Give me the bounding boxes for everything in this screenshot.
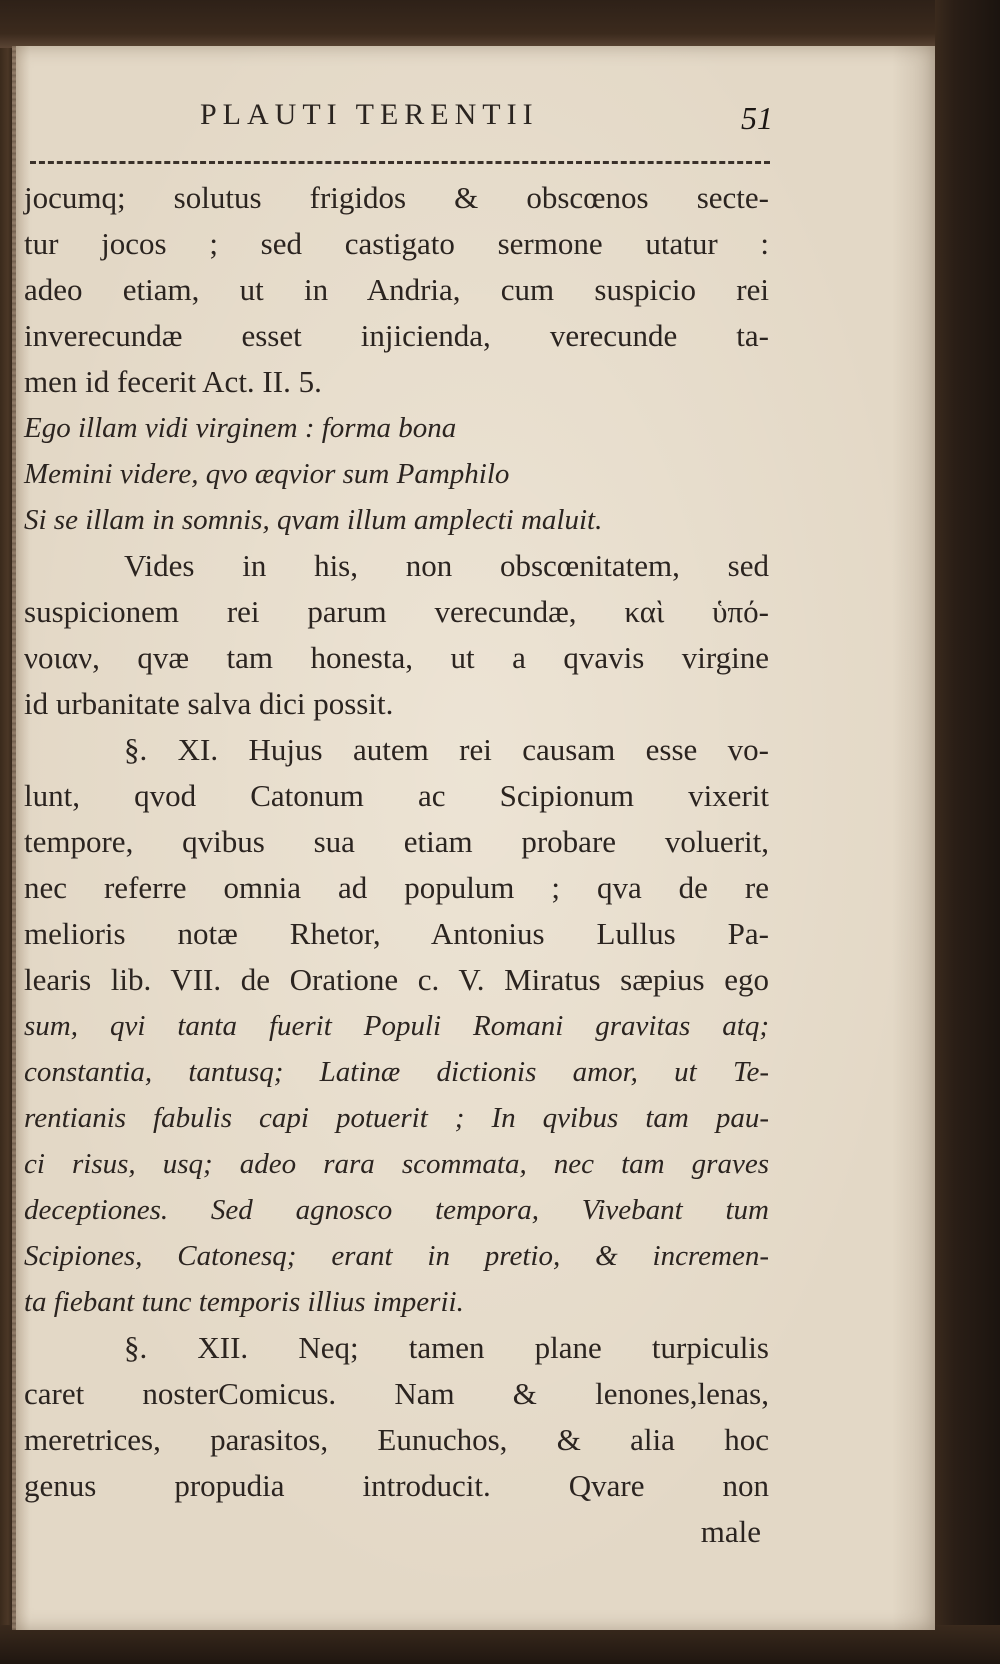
quote-line: rentianis fabulis capi potuerit ; In qvibus tam pau- bbox=[24, 1102, 769, 1134]
text-line: melioris notæ Rhetor, Antonius Lullus Pa- bbox=[24, 916, 769, 951]
header-rule bbox=[30, 161, 770, 164]
section-heading-line: §. XII. Neq; tamen plane turpiculis bbox=[124, 1330, 769, 1365]
text-line: Vides in his, non obscœnitatem, sed bbox=[124, 548, 769, 583]
quote-line: Si se illam in somnis, qvam illum amplecti maluit. bbox=[24, 504, 603, 536]
quote-line: ci risus, usq; adeo rara scommata, nec tam graves bbox=[24, 1148, 769, 1180]
text-line: suspicionem rei parum verecundæ, καὶ ὑπό- bbox=[24, 594, 769, 629]
quote-line: ta fiebant tunc temporis illius imperii. bbox=[24, 1286, 464, 1318]
text-line: genus propudia introducit. Qvare non bbox=[24, 1468, 769, 1503]
text-line: caret nosterComicus. Nam & lenones,lenas, bbox=[24, 1376, 769, 1411]
section-heading-line: §. XI. Hujus autem rei causam esse vo- bbox=[124, 732, 769, 767]
catchword: male bbox=[700, 1514, 761, 1549]
quote-line: Ego illam vidi virginem : forma bona bbox=[24, 412, 457, 444]
quote-line: Scipiones, Catonesq; erant in pretio, & incremen- bbox=[24, 1240, 769, 1272]
text-line: adeo etiam, ut in Andria, cum suspicio rei bbox=[24, 272, 769, 307]
text-line: id urbanitate salva dici possit. bbox=[24, 686, 394, 721]
page-gutter-edge bbox=[12, 46, 16, 1630]
running-head: PLAUTI TERENTII bbox=[200, 98, 539, 131]
page-body bbox=[24, 175, 769, 1555]
text-line: jocumq; solutus frigidos & obscœnos secte- bbox=[24, 180, 769, 215]
scan-background-right bbox=[935, 0, 1000, 1664]
text-line: learis lib. VII. de Oratione c. V. Miratus sæpius ego bbox=[24, 962, 769, 997]
text-line: tempore, qvibus sua etiam probare voluerit, bbox=[24, 824, 769, 859]
text-line: meretrices, parasitos, Eunuchos, & alia hoc bbox=[24, 1422, 769, 1457]
text-line: men id fecerit Act. II. 5. bbox=[24, 364, 322, 399]
scan-background-bottom bbox=[0, 1625, 1000, 1664]
scan-background-top bbox=[0, 0, 1000, 48]
text-line: νοιαν, qvæ tam honesta, ut a qvavis virgine bbox=[24, 640, 769, 675]
quote-line: constantia, tantusq; Latinæ dictionis amor, ut Te- bbox=[24, 1056, 769, 1088]
page-number: 51 bbox=[741, 100, 773, 136]
text-line: lunt, qvod Catonum ac Scipionum vixerit bbox=[24, 778, 769, 813]
quote-line: deceptiones. Sed agnosco tempora, Vivebant tum bbox=[24, 1194, 769, 1226]
text-line: tur jocos ; sed castigato sermone utatur : bbox=[24, 226, 769, 261]
text-line: nec referre omnia ad populum ; qva de re bbox=[24, 870, 769, 905]
quote-line: sum, qvi tanta fuerit Populi Romani gravitas atq; bbox=[24, 1010, 769, 1042]
text-line: inverecundæ esset injicienda, verecunde ta- bbox=[24, 318, 769, 353]
quote-line: Memini videre, qvo æqvior sum Pamphilo bbox=[24, 458, 510, 490]
